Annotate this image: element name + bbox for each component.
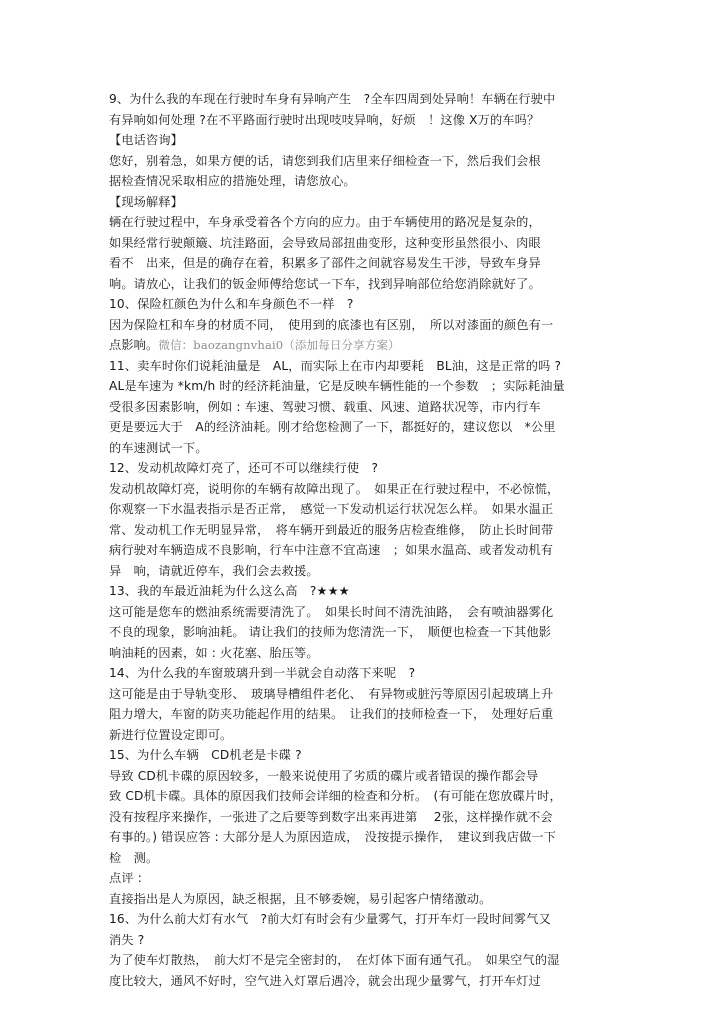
text-line: 阻力增大，车窗的防夹功能起作用的结果。 让我们的技师检查一下， 处理好后重 <box>109 707 554 721</box>
text-line: 这可能是您车的燃油系统需要清洗了。 如果长时间不清洗油路， 会有喷油器雾化 <box>109 604 554 619</box>
text-line: AL是车速为 *km/h 时的经济耗油量，它是反映车辆性能的一个参数 ；实际耗油量 <box>109 379 565 393</box>
text-line: 这可能是由于导轨变形、 玻璃导槽组件老化、 有异物或脏污等原因引起玻璃上升 <box>109 686 554 701</box>
comment-label: 点评 : <box>109 871 142 885</box>
text-line: 没有按程序来操作，一张进了之后要等到数字出来再进第 2张，这样操作就不会 <box>109 809 553 824</box>
question-heading: 10、保险杠颜色为什么和车身颜色不一样 ? <box>109 297 354 311</box>
text-line: 检 测。 <box>109 850 159 865</box>
document-page <box>109 89 619 991</box>
text-line: 看不 出来，但是的确存在着，积累多了部件之间就容易发生干涉，导致车身异 <box>109 256 541 270</box>
text-line: 导致 CD机卡碟的原因较多，一般来说使用了劣质的碟片或者错误的操作都会导 <box>109 768 539 783</box>
text-line: 消失 ? <box>109 932 145 947</box>
text-line: 新进行位置设定即可。 <box>109 727 233 742</box>
text-line: 据检查情况采取相应的措施处理，请您放心。 <box>109 174 356 188</box>
text-line: 不良的现象，影响油耗。 请让我们的技师为您清洗一下， 顺便也检查一下其他影 <box>109 625 552 639</box>
text-line: 因为保险杠和车身的材质不同， 使用到的底漆也有区别， 所以对漆面的颜色有一 <box>109 317 554 332</box>
text-line: 响油耗的因素，如 : 火花塞、胎压等。 <box>109 645 319 660</box>
question-heading: 16、为什么前大灯有水气 ?前大灯有时会有少量雾气，打开车灯一段时间雾气又 <box>109 912 551 926</box>
watermark-text: 微信：baozangnvhai0（添加每日分享方案） <box>158 338 400 352</box>
question-heading: 11、卖车时你们说耗油量是 AL，而实际上在市内却要耗 BL油，这是正常的吗 ? <box>109 358 562 373</box>
text-line: 受很多因素影响，例如 : 车速、驾驶习惯、载重、风速、道路状况等，市内行车 <box>109 399 541 414</box>
text-line: 的车速测试一下。 <box>109 440 208 455</box>
section-label: 【电话咨询】 <box>109 133 184 147</box>
question-heading: 13、我的车最近油耗为什么这么高 ?★★★ <box>109 584 350 598</box>
text-line: 发动机故障灯亮，说明你的车辆有故障出现了。 如果正在行驶过程中，不必惊慌， <box>109 481 560 496</box>
question-heading: 15、为什么车辆 CD机老是卡碟 ? <box>109 748 302 762</box>
text-line: 有事的。) 错误应答 : 大部分是人为原因造成， 没按提示操作， 建议到我店做一下 <box>109 830 557 844</box>
text-line: 如果经常行驶颠簸、坑洼路面，会导致局部扭曲变形，这种变形虽然很小、肉眼 <box>109 235 541 250</box>
section-label: 【现场解释】 <box>109 194 184 209</box>
text-line: 度比较大，通风不好时，空气进入灯罩后遇冷，就会出现少量雾气，打开车灯过 <box>109 973 541 988</box>
text-line: 响。请放心，让我们的钣金师傅给您试一下车，找到异响部位给您消除就好了。 <box>109 276 541 291</box>
question-heading: 14、为什么我的车窗玻璃升到一半就会自动落下来呢 ? <box>109 666 416 680</box>
text-line: 你观察一下水温表指示是否正常， 感觉一下发动机运行状况怎么样。 如果水温正 <box>109 502 554 516</box>
text-line: 为了使车灯散热， 前大灯不是完全密封的， 在灯体下面有通气孔。 如果空气的湿 <box>109 953 560 967</box>
question-heading: 12、发动机故障灯亮了，还可不可以继续行使 ? <box>109 461 379 475</box>
text-line: 病行驶对车辆造成不良影响，行车中注意不宜高速 ；如果水温高、或者发动机有 <box>109 543 554 557</box>
text-line <box>109 335 619 356</box>
text-line: 有异响如何处理 ?在不平路面行驶时出现吱吱异响，好烦 ！这像 X万的车吗？ <box>109 112 540 127</box>
text-line: 您好，别着急，如果方便的话，请您到我们店里来仔细检查一下，然后我们会根 <box>109 153 541 168</box>
text-line: 9、为什么我的车现在行驶时车身有异响产生 ?全车四周到处异响！车辆在行驶中 <box>109 92 556 106</box>
text-line: 常、发动机工作无明显异常， 将车辆开到最近的服务店检查维修， 防止长时间带 <box>109 522 554 537</box>
text-line: 辆在行驶过程中，车身承受着各个方向的应力。由于车辆使用的路况是复杂的， <box>109 215 541 229</box>
text-line: 致 CD机卡碟。具体的原因我们技师会详细的检查和分析。 (有可能在您放碟片时， <box>109 789 562 803</box>
text-line: 直接指出是人为原因，缺乏根据，且不够委婉，易引起客户情绪激动。 <box>109 891 492 906</box>
text-line: 更是要远大于 A的经济油耗。刚才给您检测了一下，都挺好的，建议您以 *公里 <box>109 420 556 434</box>
text-line: 异 响，请就近停车，我们会去救援。 <box>109 563 319 578</box>
text-fragment: 点影响。 <box>109 338 159 352</box>
